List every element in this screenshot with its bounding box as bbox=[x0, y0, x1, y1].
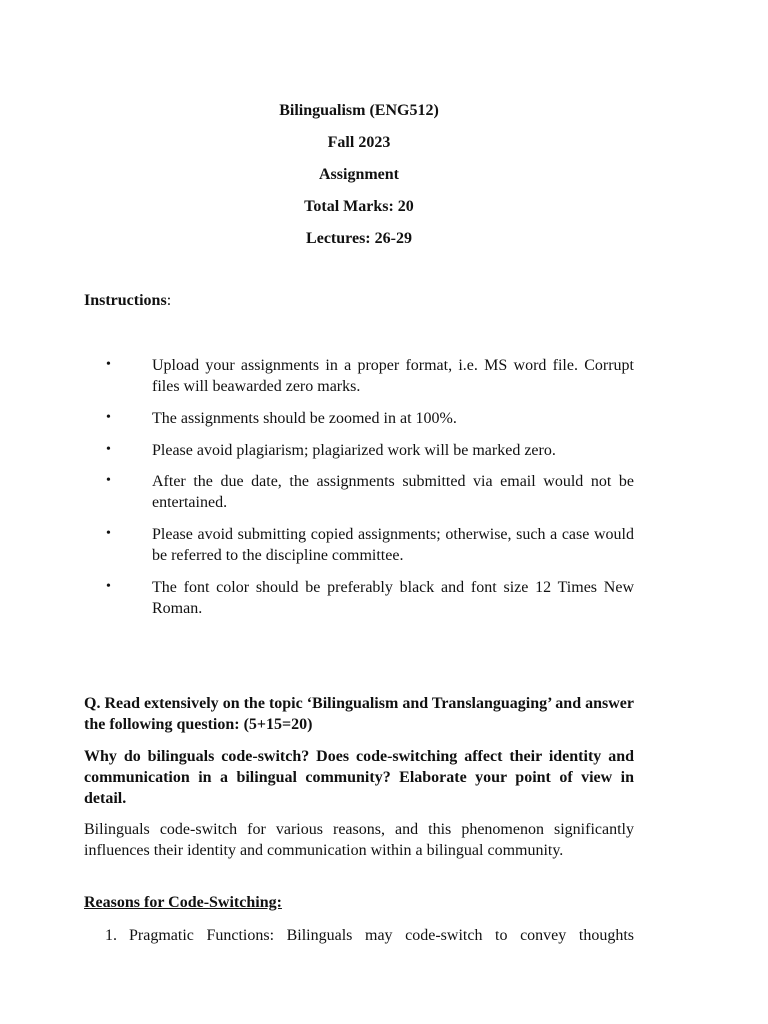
instructions-colon: : bbox=[166, 292, 172, 309]
instruction-text: The font color should be preferably black and font size 12 Times New Roman. bbox=[152, 579, 634, 617]
item-number: 1. bbox=[105, 927, 117, 944]
instructions-heading bbox=[84, 291, 171, 311]
assignment-label: Assignment bbox=[318, 166, 399, 183]
course-title: Bilingualism (ENG512) bbox=[279, 102, 439, 119]
bullet-icon: • bbox=[106, 442, 111, 457]
instructions-title-text: Instructions bbox=[84, 292, 167, 309]
term-label: Fall 2023 bbox=[327, 134, 391, 151]
question-prompt: Q. Read extensively on the topic ‘Bilingualism and Translanguaging’ and answer the following question: (5+15=20) bbox=[84, 695, 634, 733]
instruction-text: Please avoid plagiarism; plagiarized work will be marked zero. bbox=[152, 442, 556, 459]
instruction-text: Please avoid submitting copied assignments; otherwise, such a case would be referred to the discipline committee. bbox=[152, 526, 634, 564]
bullet-icon: • bbox=[106, 410, 111, 425]
answer-intro: Bilinguals code-switch for various reasons, and this phenomenon significantly influences their identity and communication within a bilingual community. bbox=[84, 821, 634, 859]
total-marks-label: Total Marks: 20 bbox=[304, 198, 414, 215]
question-text: Why do bilinguals code-switch? Does code-switching affect their identity and communication in a bilingual community? Elaborate your point of view in detail. bbox=[84, 748, 634, 807]
reasons-heading: Reasons for Code-Switching: bbox=[84, 894, 282, 911]
item-text: Pragmatic Functions: Bilinguals may code-switch to convey thoughts bbox=[129, 927, 634, 944]
lectures-label: Lectures: 26-29 bbox=[306, 230, 412, 247]
bullet-icon: • bbox=[106, 357, 111, 372]
bullet-icon: • bbox=[106, 579, 111, 594]
numbered-item bbox=[105, 925, 634, 946]
bullet-icon: • bbox=[106, 473, 111, 488]
bullet-icon: • bbox=[106, 526, 111, 541]
instruction-text: The assignments should be zoomed in at 100%. bbox=[152, 410, 457, 427]
instruction-text: After the due date, the assignments submitted via email would not be entertained. bbox=[152, 473, 634, 511]
instruction-text: Upload your assignments in a proper format, i.e. MS word file. Corrupt files will beawarded zero marks. bbox=[152, 357, 634, 395]
